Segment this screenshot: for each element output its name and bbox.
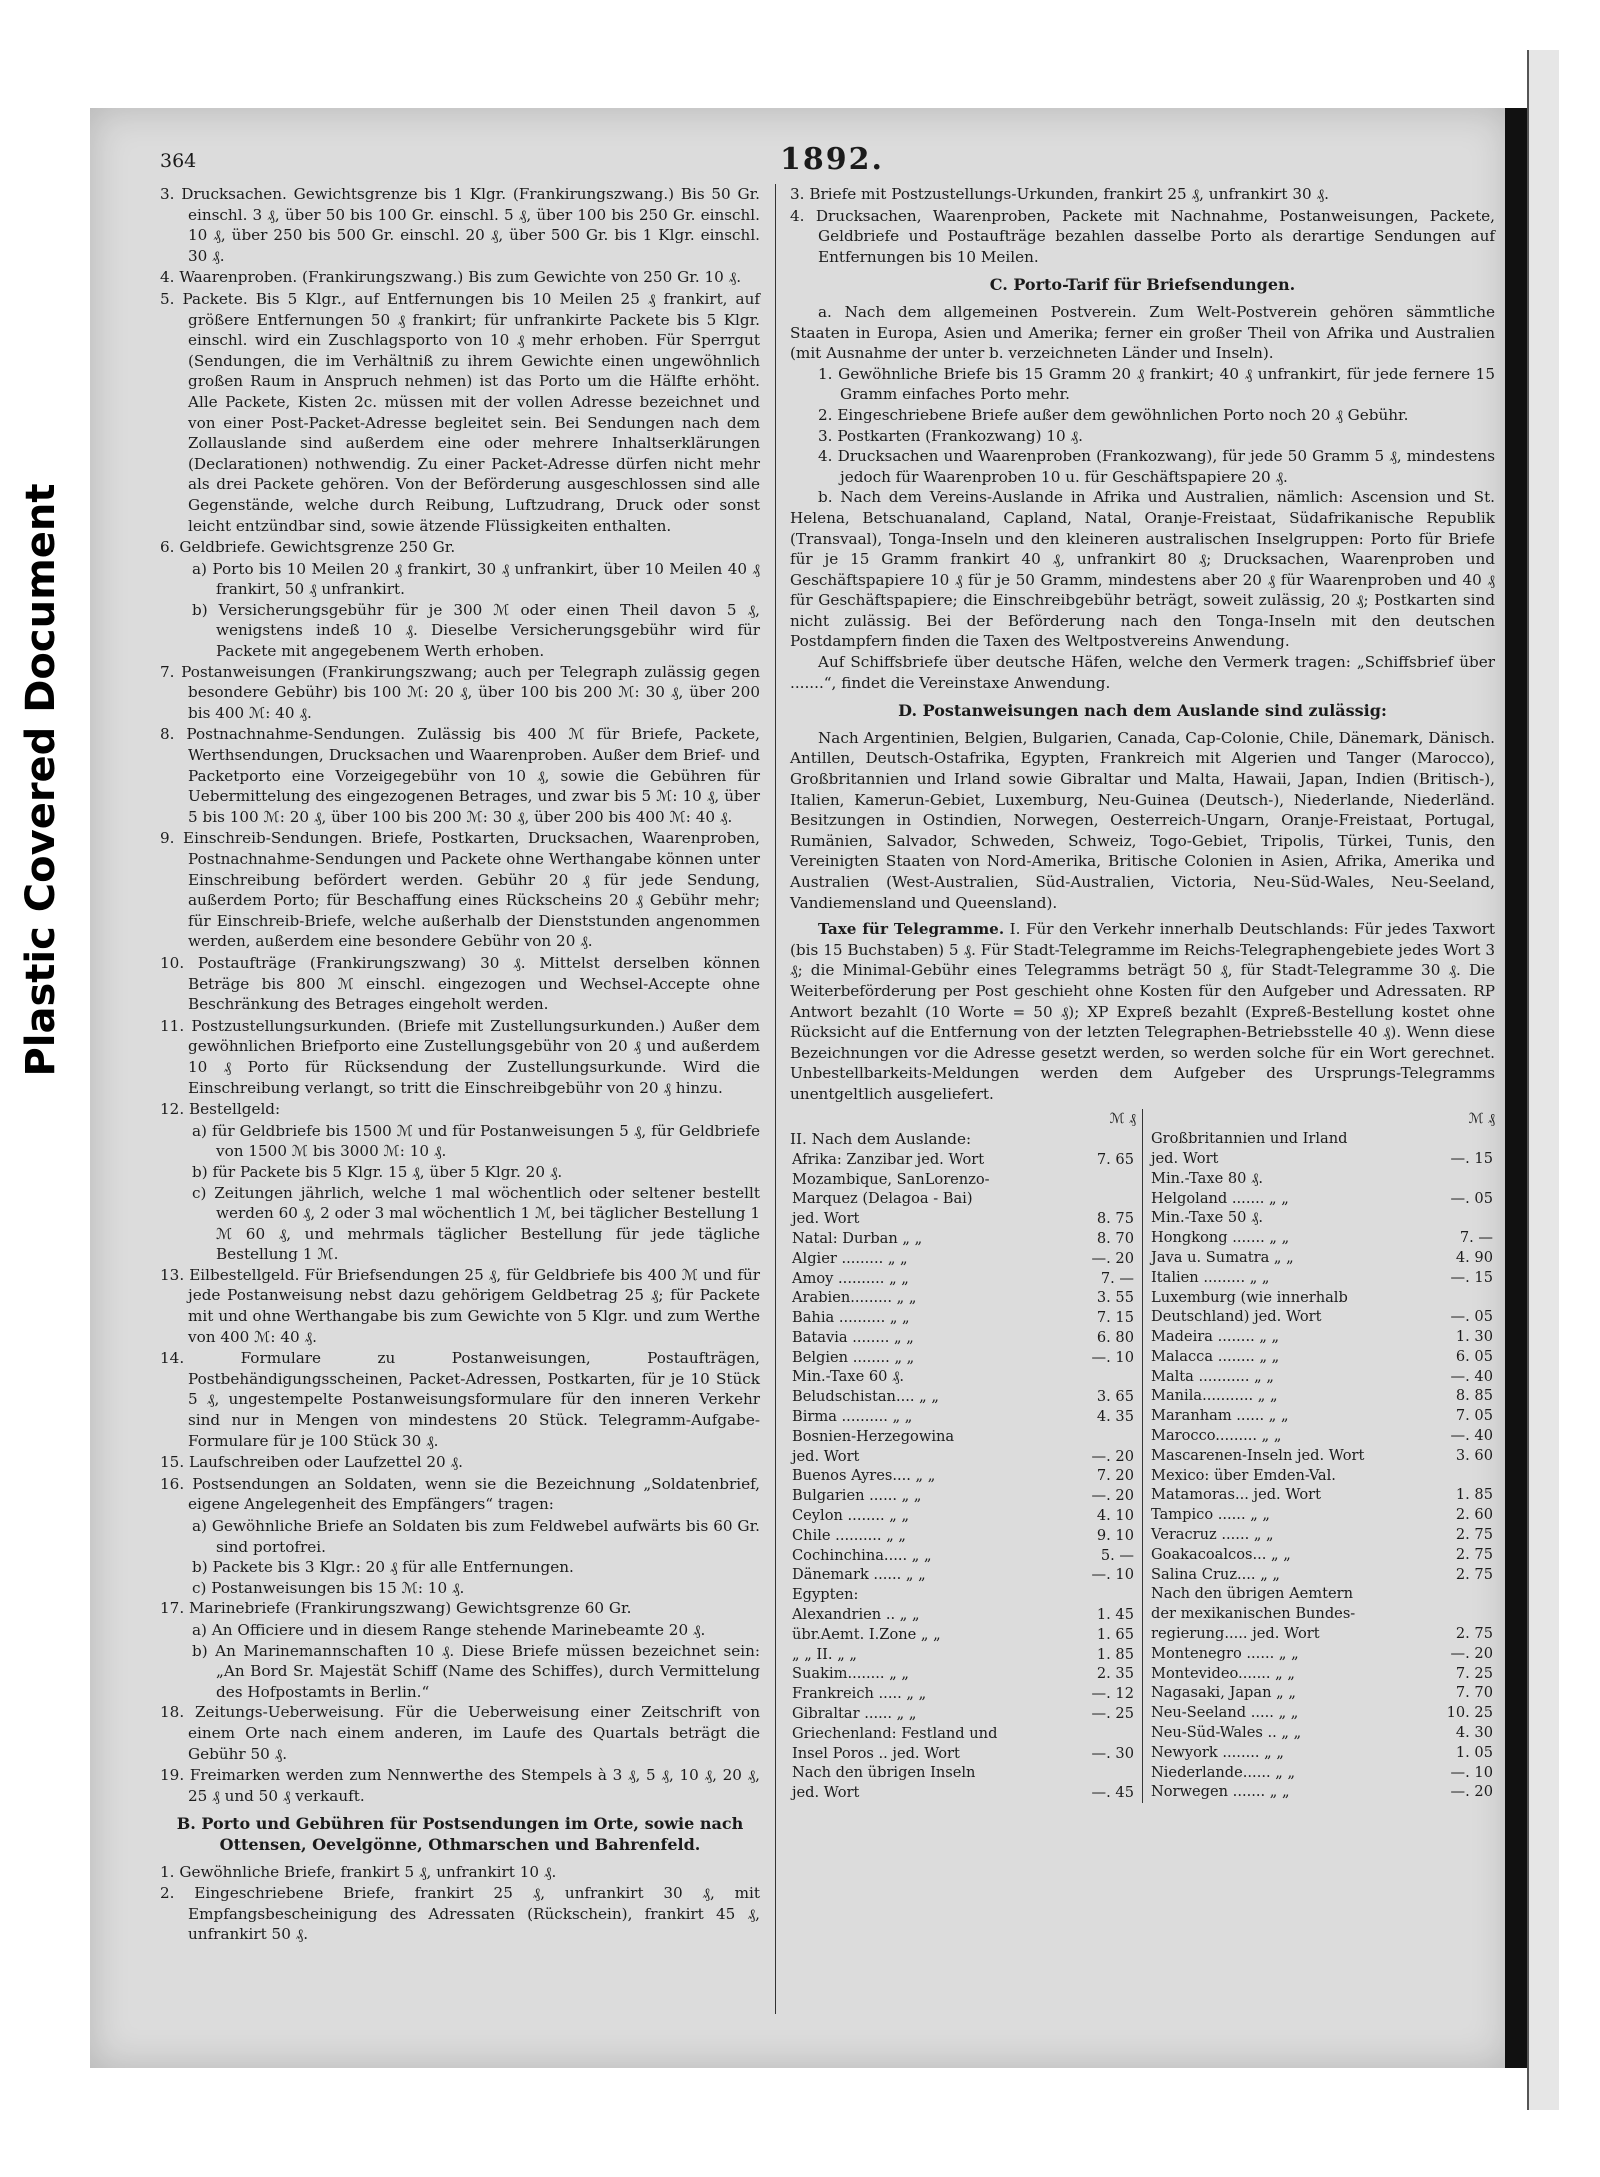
text-item: 12. Bestellgeld: bbox=[160, 1100, 281, 1119]
rate-row bbox=[790, 1229, 1136, 1249]
rate-amount: 2. 60 bbox=[1455, 1506, 1493, 1524]
rate-row bbox=[1149, 1604, 1495, 1624]
rate-row bbox=[1149, 1426, 1495, 1446]
rate-row bbox=[1149, 1367, 1495, 1387]
section-c-b: b. Nach dem Vereins-Auslande in Afrika und Australien, nämlich: Ascension und St. Helena, Betschuanaland, Capland, Natal, Oranje-Freistaat, Südafrikanische Republik (Transvaal), Tonga-Inseln und den kleineren australischen Inselgruppen: Porto für Briefe für je 15 Gramm frankirt 40 ₰, unfrankirt 80 ₰; Drucksachen, Waarenproben und Geschäftspapiere 10 ₰ für je 50 Gramm, mindestens aber 20 ₰ für Waarenproben und 40 ₰ für Geschäftspapiere; die Einschreibgebühr beträgt, soweit zulässig, 20 ₰; Postkarten sind nicht zulässig. Bei der Beförderung nach den Tonga-Inseln mit den deutschen Postdampfern finden die Taxen des Weltpostvereins Anwendung. bbox=[790, 488, 1495, 651]
rate-amount: —. 15 bbox=[1450, 1149, 1493, 1167]
rate-amount: 6. 80 bbox=[1096, 1328, 1134, 1346]
text-item: 14. Formulare zu Postanweisungen, Postaufträgen, Postbehändigungsscheinen, Packet-Adressen, Postkarten, für je 10 Stück 5 ₰, ungestempelte Postanweisungsformulare für den inneren Verkehr sind nur in Mengen von mindestens 20 Stück. Telegramm-Aufgabe-Formulare für je 100 Stück 30 ₰. bbox=[160, 1349, 760, 1450]
telegram-rates-left bbox=[790, 1150, 1136, 1803]
rate-row bbox=[790, 1328, 1136, 1348]
text-item: 4. Drucksachen, Waarenproben, Packete mit Nachnahme, Postanweisungen, Packete, Geldbriefe und Postaufträge bezahlen dasselbe Porto als derartige Sendungen auf Entfernungen bis 10 Meilen. bbox=[790, 206, 1495, 266]
rate-destination: Egypten: bbox=[792, 1586, 859, 1604]
rate-amount: —. 40 bbox=[1450, 1427, 1493, 1445]
rate-row bbox=[790, 1724, 1136, 1744]
telegram-text: I. Für den Verkehr innerhalb Deutschlands: Für jedes Taxwort (bis 15 Buchstaben) 5 ₰. Für Stadt-Telegramme im Reichs-Telegraphengebiete jedes Wort 3 ₰; die Minimal-Gebühr eines Telegramms beträgt 50 ₰, für Stadt-Telegramme 30 ₰. Die Weiterbeförderung per Post geschieht ohne Kosten für den Aufgeber und Adressaten. RP Antwort bezahlt (10 Worte = 50 ₰); XP Expreß bezahlt (Expreß-Bestellung kostet ohne Rücksicht auf die Entfernung von der letzten Telegraphen-Betriebsstelle 40 ₰). Wenn diese Bezeichnungen vor die Adresse gesetzt werden, so werden solche für ein Wort gerechnet. Unbestellbarkeits-Meldungen werden dem Aufgeber des Ursprungs-Telegramms unentgeltlich ausgeliefert. bbox=[790, 920, 1496, 1103]
side-label: Plastic Covered Document bbox=[18, 483, 64, 1077]
rate-destination: Gibraltar ...... „ „ bbox=[792, 1705, 917, 1723]
rate-amount bbox=[1068, 1585, 1136, 1605]
rate-amount: 7. 65 bbox=[1096, 1150, 1134, 1168]
rate-destination: Nach den übrigen Inseln bbox=[792, 1764, 976, 1782]
rate-destination: Mexico: über Emden-Val. bbox=[1151, 1466, 1336, 1484]
rate-destination: Veracruz ...... „ „ bbox=[1151, 1526, 1274, 1544]
rate-row bbox=[790, 1447, 1136, 1467]
rate-destination: jed. Wort bbox=[792, 1784, 860, 1802]
text-item: 2. Eingeschriebene Briefe, frankirt 25 ₰, unfrankirt 30 ₰, mit Empfangsbescheinigung des Adressaten (Rückschein), frankirt 45 ₰, unfrankirt 50 ₰. bbox=[160, 1884, 760, 1944]
rate-destination: Großbritannien und Irland bbox=[1151, 1130, 1348, 1148]
text-item: 17. Marinebriefe (Frankirungszwang) Gewichtsgrenze 60 Gr. bbox=[160, 1599, 632, 1618]
rate-destination: Suakim........ „ „ bbox=[792, 1665, 909, 1683]
rate-amount: 2. 75 bbox=[1455, 1565, 1493, 1583]
rate-destination: Malta ........... „ „ bbox=[1151, 1367, 1274, 1385]
rate-row bbox=[1149, 1169, 1495, 1189]
rate-amount: 8. 70 bbox=[1096, 1229, 1134, 1247]
rate-row bbox=[1149, 1268, 1495, 1288]
rate-row bbox=[790, 1209, 1136, 1229]
rate-amount: 2. 75 bbox=[1455, 1526, 1493, 1544]
text-item: 16. Postsendungen an Soldaten, wenn sie die Bezeichnung „Soldatenbrief, eigene Angelegenheit des Empfängers“ tragen: bbox=[160, 1474, 760, 1514]
rate-destination: Beludschistan.... „ „ bbox=[792, 1388, 939, 1406]
rate-destination: Bahia .......... „ „ bbox=[792, 1309, 910, 1327]
item17-subitems bbox=[160, 1620, 760, 1702]
rate-destination: Montevideo....... „ „ bbox=[1151, 1664, 1295, 1682]
text-item: 2. Eingeschriebene Briefe außer dem gewöhnlichen Porto noch 20 ₰ Gebühr. bbox=[818, 405, 1409, 424]
rate-amount bbox=[1068, 1367, 1136, 1387]
left-items-3 bbox=[160, 1265, 760, 1515]
rate-destination: Min.-Taxe 50 ₰. bbox=[1151, 1209, 1264, 1227]
rate-row bbox=[1149, 1505, 1495, 1525]
section-c-a: a. Nach dem allgemeinen Postverein. Zum Welt-Postverein gehören sämmtliche Staaten in Europa, Asien und Amerika; ferner ein großer Theil von Afrika und Australien (mit Ausnahme der unter b. verzeichneten Länder und Inseln). bbox=[790, 302, 1495, 363]
rate-destination: Montenegro ...... „ „ bbox=[1151, 1644, 1299, 1662]
rate-row bbox=[790, 1486, 1136, 1506]
rate-amount: 1. 65 bbox=[1096, 1625, 1134, 1643]
rate-amount: 2. 35 bbox=[1096, 1665, 1134, 1683]
rate-amount: 4. 30 bbox=[1455, 1724, 1493, 1742]
rate-row bbox=[1149, 1664, 1495, 1684]
rate-amount: 1. 85 bbox=[1455, 1486, 1493, 1504]
rate-destination: Marocco......... „ „ bbox=[1151, 1427, 1282, 1445]
rate-row bbox=[790, 1466, 1136, 1486]
rate-row bbox=[790, 1170, 1136, 1190]
rate-amount: 7. 15 bbox=[1096, 1309, 1134, 1327]
rate-row bbox=[790, 1189, 1136, 1209]
rate-amount: 7. 70 bbox=[1455, 1684, 1493, 1702]
rate-amount: 5. — bbox=[1100, 1546, 1134, 1564]
rate-destination: Natal: Durban „ „ bbox=[792, 1229, 923, 1247]
rate-destination: Malacca ........ „ „ bbox=[1151, 1347, 1280, 1365]
text-item: a) für Geldbriefe bis 1500 ℳ und für Postanweisungen 5 ₰, für Geldbriefe von 1500 ℳ bis 3000 ℳ: 10 ₰. bbox=[192, 1121, 760, 1161]
rate-destination: Belgien ........ „ „ bbox=[792, 1348, 915, 1366]
currency-header-left: ℳ ₰ bbox=[1109, 1110, 1136, 1127]
rate-destination: Griechenland: Festland und bbox=[792, 1724, 998, 1742]
rate-amount: 4. 10 bbox=[1096, 1507, 1134, 1525]
next-page-edge bbox=[1527, 50, 1559, 2110]
telegram-table-left-title: II. Nach dem Auslande: bbox=[790, 1130, 972, 1149]
left-items-4 bbox=[160, 1598, 760, 1619]
rate-amount bbox=[1427, 1129, 1495, 1149]
rate-destination: Insel Poros .. jed. Wort bbox=[792, 1744, 960, 1762]
rate-amount bbox=[1427, 1288, 1495, 1308]
rate-amount: —. 05 bbox=[1450, 1308, 1493, 1326]
rate-row bbox=[790, 1605, 1136, 1625]
rate-destination: jed. Wort bbox=[792, 1447, 860, 1465]
rate-destination: Cochinchina..... „ „ bbox=[792, 1546, 932, 1564]
rate-amount: 7. 25 bbox=[1455, 1664, 1493, 1682]
rate-destination: Manila........... „ „ bbox=[1151, 1387, 1278, 1405]
rate-destination: Chile .......... „ „ bbox=[792, 1526, 906, 1544]
rate-destination: jed. Wort bbox=[792, 1210, 860, 1228]
rate-destination: Algier ......... „ „ bbox=[792, 1249, 908, 1267]
section-c-list bbox=[790, 364, 1495, 488]
rate-amount: —. 25 bbox=[1091, 1705, 1134, 1723]
rate-row bbox=[790, 1288, 1136, 1308]
rate-destination: Amoy .......... „ „ bbox=[792, 1269, 909, 1287]
rate-destination: regierung..... jed. Wort bbox=[1151, 1625, 1320, 1643]
rate-row bbox=[790, 1565, 1136, 1585]
telegram-table-right bbox=[1149, 1109, 1495, 1803]
rate-row bbox=[790, 1585, 1136, 1605]
rate-amount: 2. 75 bbox=[1455, 1625, 1493, 1643]
rate-row bbox=[790, 1407, 1136, 1427]
rate-destination: übr.Aemt. I.Zone „ „ bbox=[792, 1625, 941, 1643]
rate-row bbox=[1149, 1703, 1495, 1723]
rate-amount: 1. 45 bbox=[1096, 1606, 1134, 1624]
rate-row bbox=[1149, 1347, 1495, 1367]
text-item: c) Postanweisungen bis 15 ℳ: 10 ₰. bbox=[192, 1578, 465, 1597]
rate-row bbox=[1149, 1149, 1495, 1169]
rate-row bbox=[790, 1249, 1136, 1269]
rate-destination: Niederlande...... „ „ bbox=[1151, 1763, 1296, 1781]
rate-row bbox=[1149, 1446, 1495, 1466]
rate-amount: —. 10 bbox=[1091, 1566, 1134, 1584]
rate-row bbox=[790, 1308, 1136, 1328]
rate-amount bbox=[1427, 1466, 1495, 1486]
right-column bbox=[790, 184, 1495, 1803]
rate-amount: 7. 05 bbox=[1455, 1407, 1493, 1425]
rate-destination: Neu-Süd-Wales .. „ „ bbox=[1151, 1724, 1302, 1742]
rate-destination: Mascarenen-Inseln jed. Wort bbox=[1151, 1446, 1365, 1464]
rate-amount: —. 12 bbox=[1091, 1685, 1134, 1703]
rate-amount: 1. 30 bbox=[1455, 1328, 1493, 1346]
text-item: 19. Freimarken werden zum Nennwerthe des Stempels à 3 ₰, 5 ₰, 10 ₰, 20 ₰, 25 ₰ und 50 ₰ verkauft. bbox=[160, 1766, 760, 1805]
rate-amount bbox=[1427, 1584, 1495, 1604]
rate-destination: Batavia ........ „ „ bbox=[792, 1328, 914, 1346]
text-item: 3. Briefe mit Postzustellungs-Urkunden, frankirt 25 ₰, unfrankirt 30 ₰. bbox=[790, 185, 1329, 203]
section-c-title: C. Porto-Tarif für Briefsendungen. bbox=[989, 275, 1296, 295]
rate-row bbox=[1149, 1386, 1495, 1406]
rate-row bbox=[790, 1625, 1136, 1645]
text-item: c) Zeitungen jährlich, welche 1 mal wöchentlich oder seltener bestellt werden 60 ₰, 2 oder 3 mal wöchentlich 1 ℳ, bei täglicher Bestellung 1 ℳ 60 ₰, und mehrmals täglicher Bestellung für jede tägliche Bestellung 1 ℳ. bbox=[192, 1183, 760, 1264]
rate-destination: Alexandrien .. „ „ bbox=[792, 1606, 920, 1624]
text-item: 3. Drucksachen. Gewichtsgrenze bis 1 Klgr. (Frankirungszwang.) Bis 50 Gr. einschl. 3 ₰, über 50 bis 100 Gr. einschl. 5 ₰, über 100 bis 250 Gr. einschl. 10 ₰, über 250 bis 500 Gr. einschl. 20 ₰, über 500 Gr. bis 1 Klgr. einschl. 30 ₰. bbox=[160, 185, 760, 265]
text-item: a) Gewöhnliche Briefe an Soldaten bis zum Feldwebel aufwärts bis 60 Gr. sind portofrei. bbox=[192, 1517, 760, 1556]
rate-amount: 3. 65 bbox=[1096, 1388, 1134, 1406]
text-item: b) für Packete bis 5 Klgr. 15 ₰, über 5 Klgr. 20 ₰. bbox=[192, 1162, 563, 1181]
rate-amount: 8. 75 bbox=[1096, 1210, 1134, 1228]
rate-amount bbox=[1068, 1724, 1136, 1744]
rate-row bbox=[1149, 1525, 1495, 1545]
rate-amount: 3. 60 bbox=[1455, 1446, 1493, 1464]
rate-row bbox=[1149, 1307, 1495, 1327]
rate-row bbox=[790, 1664, 1136, 1684]
rate-row bbox=[1149, 1406, 1495, 1426]
rate-row bbox=[1149, 1644, 1495, 1664]
section-d-text: Nach Argentinien, Belgien, Bulgarien, Canada, Cap-Colonie, Chile, Dänemark, Dänisch. Antillen, Deutsch-Ostafrika, Egypten, Frankreich mit Algerien und Tanger (Marocco), Großbritannien und Irland sowie Gibraltar und Malta, Hawaii, Japan, Indien (Britisch-), Italien, Kamerun-Gebiet, Luxemburg, Neu-Guinea (Deutsch-), Niederlande, Niederländ. Besitzungen in Ostindien, Norwegen, Oesterreich-Ungarn, Oranje-Freistaat, Portugal, Rumänien, Salvador, Schweden, Schweiz, Togo-Gebiet, Tripolis, Türkei, Tunis, den Vereinigten Staaten von Nord-Amerika, Britische Colonien in Asien, Afrika, Amerika und Australien (West-Australien, Süd-Australien, Victoria, Neu-Süd-Wales, Neu-Seeland, Vandiemensland und Queensland). bbox=[790, 728, 1495, 912]
rate-amount: 9. 10 bbox=[1096, 1526, 1134, 1544]
rate-amount: 7. — bbox=[1459, 1229, 1493, 1247]
rate-destination: Italien ......... „ „ bbox=[1151, 1268, 1270, 1286]
rate-amount: 3. 55 bbox=[1096, 1289, 1134, 1307]
text-item: a) An Officiere und in diesem Range stehende Marinebeamte 20 ₰. bbox=[192, 1620, 706, 1639]
rate-amount: 10. 25 bbox=[1446, 1704, 1493, 1722]
rate-destination: Deutschland) jed. Wort bbox=[1151, 1308, 1322, 1326]
rate-amount: 7. 20 bbox=[1096, 1467, 1134, 1485]
text-item: 7. Postanweisungen (Frankirungszwang; auch per Telegraph zulässig gegen besondere Gebühr) bis 100 ℳ: 20 ₰, über 100 bis 200 ℳ: 30 ₰, über 200 bis 400 ℳ: 40 ₰. bbox=[160, 662, 760, 722]
rate-destination: Bosnien-Herzegowina bbox=[792, 1427, 955, 1445]
page-number: 364 bbox=[160, 150, 197, 172]
text-item: 4. Waarenproben. (Frankirungszwang.) Bis zum Gewichte von 250 Gr. 10 ₰. bbox=[160, 268, 742, 287]
text-item: 1. Gewöhnliche Briefe, frankirt 5 ₰, unfrankirt 10 ₰. bbox=[160, 1862, 557, 1881]
item12-subitems bbox=[160, 1121, 760, 1265]
text-item: 13. Eilbestellgeld. Für Briefsendungen 25 ₰, für Geldbriefe bis 400 ℳ und für jede Postanweisung nebst dazu gehörigem Geldbetrag 25 ₰; für Packete mit und ohne Werthangabe bis zum Gewichte von 5 Klgr. und zum Werthe von 400 ℳ: 40 ₰. bbox=[160, 1265, 760, 1346]
rate-amount: 2. 75 bbox=[1455, 1545, 1493, 1563]
column-divider bbox=[775, 184, 776, 2014]
page-gutter-shadow bbox=[1505, 108, 1527, 2068]
text-item: 15. Laufschreiben oder Laufzettel 20 ₰. bbox=[160, 1453, 463, 1472]
text-item: a) Porto bis 10 Meilen 20 ₰ frankirt, 30 ₰ unfrankirt, über 10 Meilen 40 ₰ frankirt, 50 ₰ unfrankirt. bbox=[192, 559, 760, 599]
text-item: 4. Drucksachen und Waarenproben (Frankozwang), für jede 50 Gramm 5 ₰, mindestens jedoch für Waarenproben 10 u. für Geschäftspapiere 20 ₰. bbox=[818, 447, 1495, 486]
left-items-2 bbox=[160, 662, 760, 1120]
rate-amount: —. 10 bbox=[1091, 1348, 1134, 1366]
rate-destination: Ceylon ........ „ „ bbox=[792, 1507, 910, 1525]
text-item: 5. Packete. Bis 5 Klgr., auf Entfernungen bis 10 Meilen 25 ₰ frankirt, auf größere Entfernungen 50 ₰ frankirt; für unfrankirte Packete bis 5 Klgr. einschl. wird ein Zuschlagsporto von 10 ₰ mehr erhoben. Für Sperrgut (Sendungen, die im Verhältniß zu ihrem Gewichte einen ungewöhnlich großen Raum in Anspruch nehmen) ist das Porto um die Hälfte erhöht. Alle Packete, Kisten 2c. müssen mit der vollen Adresse bezeichnet und von einer Post-Packet-Adresse begleitet sein. Bei Sendungen nach dem Zollauslande sind außerdem eine oder mehrere Inhaltserklärungen (Declarationen) nothwendig. Zu einer Packet-Adresse dürfen nicht mehr als drei Packete gehören. Von der Beförderung ausgeschlossen sind alle Gegenstände, welche durch Reibung, Luftzudrang, Druck oder sonst leicht entzündbar sind, sowie ätzende Flüssigkeiten enthalten. bbox=[160, 289, 760, 535]
section-b-items bbox=[160, 1862, 760, 1945]
rate-row bbox=[790, 1684, 1136, 1704]
rate-destination: Arabien......... „ „ bbox=[792, 1289, 917, 1307]
rate-destination: Birma .......... „ „ bbox=[792, 1408, 913, 1426]
rate-amount: 8. 85 bbox=[1455, 1387, 1493, 1405]
rate-destination: Matamoras... jed. Wort bbox=[1151, 1486, 1321, 1504]
rate-destination: Java u. Sumatra „ „ bbox=[1151, 1248, 1294, 1266]
rate-destination: Neu-Seeland ..... „ „ bbox=[1151, 1704, 1299, 1722]
rate-row bbox=[1149, 1228, 1495, 1248]
rate-row bbox=[790, 1526, 1136, 1546]
telegram-title: Taxe für Telegramme. bbox=[818, 920, 1005, 939]
rate-row bbox=[1149, 1189, 1495, 1209]
rate-row bbox=[1149, 1565, 1495, 1585]
rate-destination: Nagasaki, Japan „ „ bbox=[1151, 1684, 1296, 1702]
rate-destination: „ „ II. „ „ bbox=[792, 1645, 857, 1663]
telegram-tables bbox=[790, 1109, 1495, 1803]
rate-row bbox=[790, 1427, 1136, 1447]
rate-row bbox=[1149, 1743, 1495, 1763]
rate-destination: Nach den übrigen Aemtern bbox=[1151, 1585, 1353, 1603]
rate-row bbox=[790, 1150, 1136, 1170]
rate-row bbox=[790, 1269, 1136, 1289]
text-item: 8. Postnachnahme-Sendungen. Zulässig bis 400 ℳ für Briefe, Packete, Werthsendungen, Drucksachen und Waarenproben. Außer dem Brief- und Packetporto eine Vorzeigegebühr von 10 ₰, sowie die Gebühren für Uebermittelung des eingezogenen Betrages, und zwar bis 5 ℳ: 10 ₰, über 5 bis 100 ℳ: 20 ₰, über 100 bis 200 ℳ: 30 ₰, über 200 bis 400 ℳ: 40 ₰. bbox=[160, 725, 760, 826]
rate-amount bbox=[1427, 1208, 1495, 1228]
rate-row bbox=[1149, 1683, 1495, 1703]
telegram-rates-right bbox=[1149, 1129, 1495, 1802]
rate-row bbox=[1149, 1545, 1495, 1565]
rate-row bbox=[790, 1704, 1136, 1724]
telegram-table-left bbox=[790, 1109, 1143, 1803]
rate-row bbox=[790, 1744, 1136, 1764]
rate-row bbox=[1149, 1327, 1495, 1347]
rate-row bbox=[1149, 1248, 1495, 1268]
rate-destination: Hongkong ....... „ „ bbox=[1151, 1229, 1290, 1247]
rate-amount bbox=[1427, 1169, 1495, 1189]
rate-row bbox=[1149, 1485, 1495, 1505]
page-header bbox=[160, 142, 1500, 180]
left-column bbox=[160, 184, 760, 1946]
rate-amount: —. 20 bbox=[1091, 1249, 1134, 1267]
text-item: 6. Geldbriefe. Gewichtsgrenze 250 Gr. bbox=[160, 538, 456, 557]
rate-row bbox=[790, 1763, 1136, 1783]
rate-destination: Newyork ........ „ „ bbox=[1151, 1743, 1284, 1761]
rate-destination: Maranham ...... „ „ bbox=[1151, 1407, 1289, 1425]
rate-destination: Marquez (Delagoa - Bai) bbox=[792, 1190, 973, 1208]
rate-destination: Bulgarien ...... „ „ bbox=[792, 1487, 922, 1505]
rate-destination: Goakacoalcos... „ „ bbox=[1151, 1545, 1291, 1563]
rate-row bbox=[1149, 1584, 1495, 1604]
rate-amount: —. 10 bbox=[1450, 1763, 1493, 1781]
rate-row bbox=[1149, 1782, 1495, 1802]
rate-amount: —. 45 bbox=[1091, 1784, 1134, 1802]
section-c-ship: Auf Schiffsbriefe über deutsche Häfen, welche den Vermerk tragen: „Schiffsbrief über .......“, findet die Vereinstaxe Anwendung. bbox=[790, 653, 1495, 692]
rate-amount: —. 15 bbox=[1450, 1268, 1493, 1286]
rate-destination: Dänemark ...... „ „ bbox=[792, 1566, 926, 1584]
rate-row bbox=[790, 1645, 1136, 1665]
text-item: 11. Postzustellungsurkunden. (Briefe mit Zustellungsurkunden.) Außer dem gewöhnlichen Briefporto eine Zustellungsgebühr von 20 ₰ und außerdem 10 ₰ Porto für Rücksendung der Zustellungsurkunde. Wird die Einschreibung verlangt, so tritt die Einschreibgebühr von 20 ₰ hinzu. bbox=[160, 1016, 760, 1097]
rate-destination: Mozambique, SanLorenzo- bbox=[792, 1170, 990, 1188]
rate-destination: Frankreich ..... „ „ bbox=[792, 1685, 927, 1703]
text-item: 18. Zeitungs-Ueberweisung. Für die Ueberweisung einer Zeitschrift von einem Orte nach einem anderen, im Laufe des Quartals beträgt die Gebühr 50 ₰. bbox=[160, 1703, 760, 1763]
telegram-paragraph bbox=[790, 919, 1495, 1104]
currency-header-right: ℳ ₰ bbox=[1468, 1110, 1495, 1127]
rate-destination: der mexikanischen Bundes- bbox=[1151, 1605, 1356, 1623]
rate-amount bbox=[1427, 1604, 1495, 1624]
rate-row bbox=[1149, 1763, 1495, 1783]
rate-amount: —. 05 bbox=[1450, 1189, 1493, 1207]
rate-amount bbox=[1068, 1763, 1136, 1783]
rate-amount: 1. 85 bbox=[1096, 1645, 1134, 1663]
rate-row bbox=[1149, 1624, 1495, 1644]
text-item: 1. Gewöhnliche Briefe bis 15 Gramm 20 ₰ frankirt; 40 ₰ unfrankirt, für jede fernere 15 Gramm einfaches Porto mehr. bbox=[818, 364, 1495, 404]
rate-destination: Helgoland ....... „ „ bbox=[1151, 1189, 1289, 1207]
rate-row bbox=[1149, 1208, 1495, 1228]
section-b-title: B. Porto und Gebühren für Postsendungen im Orte, sowie nach Ottensen, Oevelgönne, Othmarschen und Bahrenfeld. bbox=[176, 1814, 744, 1854]
rate-amount: —. 20 bbox=[1450, 1644, 1493, 1662]
rate-amount: 4. 35 bbox=[1096, 1408, 1134, 1426]
side-label-band bbox=[0, 0, 82, 2177]
text-item: 9. Einschreib-Sendungen. Briefe, Postkarten, Drucksachen, Waarenproben, Postnachnahme-Sendungen und Packete ohne Werthangabe können unter Einschreibung befördert werden. Gebühr 20 ₰ für jede Sendung, außerdem Porto; für Beschaffung eines Rückscheins 20 ₰ Gebühr mehr; für Einschreib-Briefe, welche außerhalb der Dienststunden angenommen werden, außerdem eine besondere Gebühr von 20 ₰. bbox=[160, 829, 760, 951]
rate-destination: Salina Cruz.... „ „ bbox=[1151, 1565, 1280, 1583]
left-items-1 bbox=[160, 184, 760, 558]
text-item: b) Packete bis 3 Klgr.: 20 ₰ für alle Entfernungen. bbox=[192, 1558, 574, 1577]
rate-row bbox=[790, 1387, 1136, 1407]
rate-amount bbox=[1068, 1427, 1136, 1447]
rate-row bbox=[790, 1783, 1136, 1803]
text-item: b) Versicherungsgebühr für je 300 ℳ oder einen Theil davon 5 ₰, wenigstens indeß 10 ₰. Dieselbe Versicherungsgebühr wird für Packete mit angegebenem Werth erhoben. bbox=[192, 600, 760, 661]
item6-subitems bbox=[160, 559, 760, 662]
text-item: 10. Postaufträge (Frankirungszwang) 30 ₰. Mittelst derselben können Beträge bis 800 ℳ einschl. eingezogen und Wechsel-Accepte ohne Beschränkung des Betrages eingeholt werden. bbox=[160, 953, 760, 1014]
rate-destination: Norwegen ....... „ „ bbox=[1151, 1783, 1290, 1801]
rate-amount bbox=[1068, 1170, 1136, 1190]
rate-row bbox=[790, 1506, 1136, 1526]
rate-amount: —. 30 bbox=[1091, 1744, 1134, 1762]
rate-destination: Min.-Taxe 80 ₰. bbox=[1151, 1169, 1264, 1187]
text-item: b) An Marinemannschaften 10 ₰. Diese Briefe müssen bezeichnet sein: „An Bord Sr. Majestät Schiff (Name des Schiffes), durch Vermittelung des Hofpostamts in Berlin.“ bbox=[192, 1641, 760, 1701]
rate-destination: Luxemburg (wie innerhalb bbox=[1151, 1288, 1348, 1306]
rate-row bbox=[790, 1367, 1136, 1387]
rate-row bbox=[790, 1348, 1136, 1368]
rate-destination: Tampico ...... „ „ bbox=[1151, 1506, 1270, 1524]
rate-amount: —. 20 bbox=[1450, 1783, 1493, 1801]
right-top-items bbox=[790, 184, 1495, 267]
rate-destination: Min.-Taxe 60 ₰. bbox=[792, 1368, 905, 1386]
rate-amount: —. 20 bbox=[1091, 1487, 1134, 1505]
rate-amount: 6. 05 bbox=[1455, 1347, 1493, 1365]
rate-row bbox=[1149, 1288, 1495, 1308]
rate-amount: —. 20 bbox=[1091, 1447, 1134, 1465]
text-item: 3. Postkarten (Frankozwang) 10 ₰. bbox=[818, 426, 1083, 445]
rate-amount: 7. — bbox=[1100, 1269, 1134, 1287]
page-year: 1892. bbox=[780, 142, 884, 177]
rate-row bbox=[1149, 1466, 1495, 1486]
rate-amount bbox=[1068, 1189, 1136, 1209]
rate-destination: Afrika: Zanzibar jed. Wort bbox=[792, 1150, 985, 1168]
rate-amount: 1. 05 bbox=[1455, 1743, 1493, 1761]
rate-destination: jed. Wort bbox=[1151, 1149, 1219, 1167]
item16-subitems bbox=[160, 1516, 760, 1598]
rate-amount: —. 40 bbox=[1450, 1367, 1493, 1385]
rate-destination: Buenos Ayres.... „ „ bbox=[792, 1467, 936, 1485]
left-items-5 bbox=[160, 1702, 760, 1806]
rate-row bbox=[1149, 1129, 1495, 1149]
rate-row bbox=[1149, 1723, 1495, 1743]
rate-destination: Madeira ........ „ „ bbox=[1151, 1328, 1280, 1346]
section-d-title: D. Postanweisungen nach dem Auslande sind zulässig: bbox=[898, 701, 1387, 721]
rate-amount: 4. 90 bbox=[1455, 1248, 1493, 1266]
rate-row bbox=[790, 1546, 1136, 1566]
